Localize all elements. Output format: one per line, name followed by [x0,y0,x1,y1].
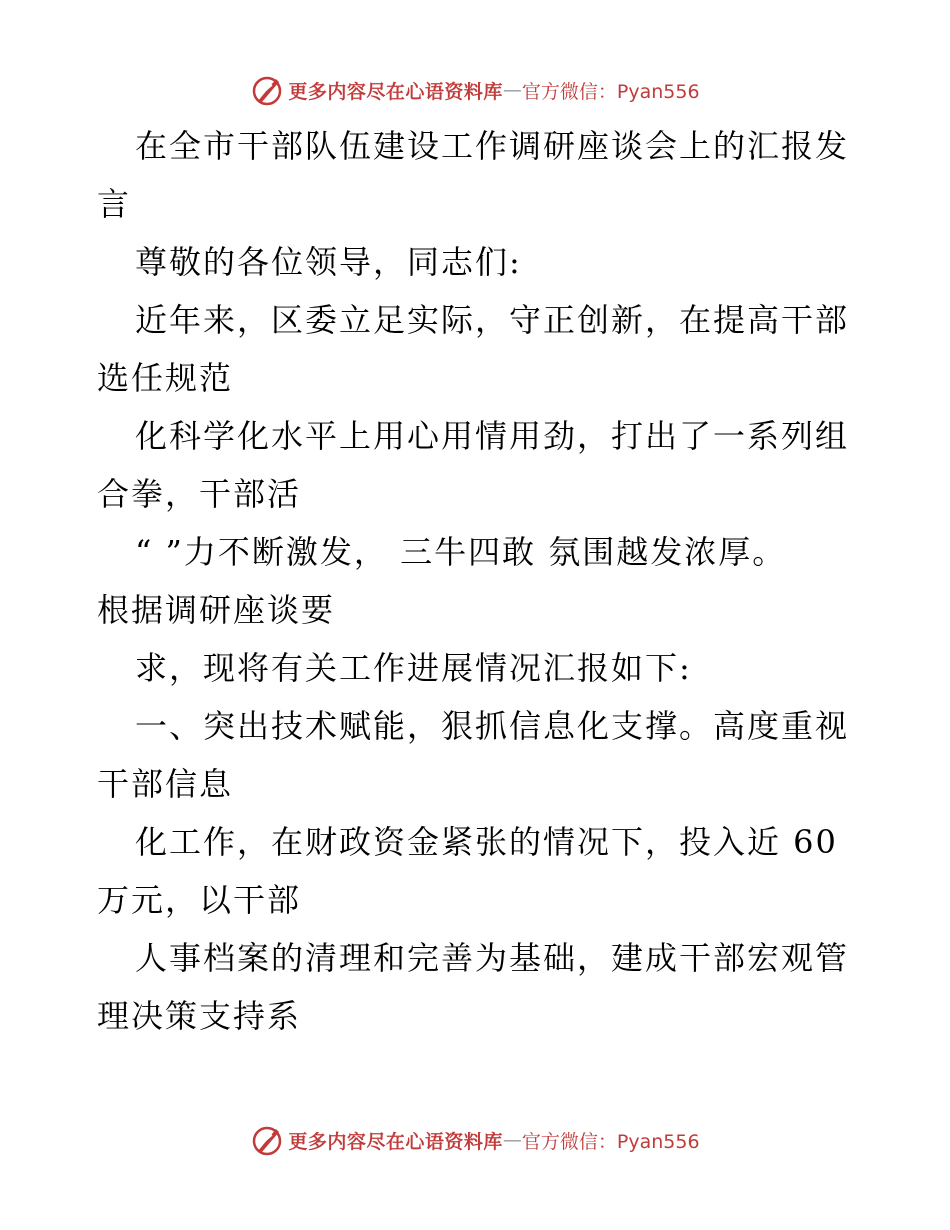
doc-line: 化科学化水平上用心用情用劲，打出了一系列组 [135,417,850,455]
document-body [97,117,857,1045]
doc-line: 言 [97,185,132,223]
footer-banner [0,1120,950,1160]
doc-line: 干部信息 [97,765,234,803]
doc-line: 近年来，区委立足实际，守正创新，在提高干部 [135,301,850,339]
doc-line: 根据调研座谈要 [97,591,336,629]
doc-line: 合拳，干部活 [97,475,302,513]
doc-line: “ ”力不断激发， 三牛四敢 氛围越发浓厚。 [135,533,787,571]
banner-text: 更多内容尽在心语资料库 [288,1130,503,1153]
banner-contact: 官方微信：Pyan556 [521,80,700,103]
banner-dash: — [502,1129,522,1151]
quill-logo-icon [250,1123,284,1157]
doc-line: 人事档案的清理和完善为基础，建成干部宏观管 [135,939,850,977]
doc-line: 理决策支持系 [97,997,302,1035]
doc-line: 尊敬的各位领导，同志们: [135,243,522,281]
doc-line: 一、突出技术赋能，狠抓信息化支撑。高度重视 [135,707,850,745]
doc-line: 化工作，在财政资金紧张的情况下，投入近 60 [135,823,838,861]
quill-logo-icon [250,73,284,107]
doc-line: 在全市干部队伍建设工作调研座谈会上的汇报发 [135,127,850,165]
doc-line: 选任规范 [97,359,234,397]
banner-dash: — [502,79,522,101]
doc-line: 求，现将有关工作进展情况汇报如下: [135,649,692,687]
header-banner [0,70,950,110]
doc-line: 万元，以干部 [97,881,302,919]
banner-text: 更多内容尽在心语资料库 [288,80,503,103]
banner-contact: 官方微信：Pyan556 [521,1130,700,1153]
